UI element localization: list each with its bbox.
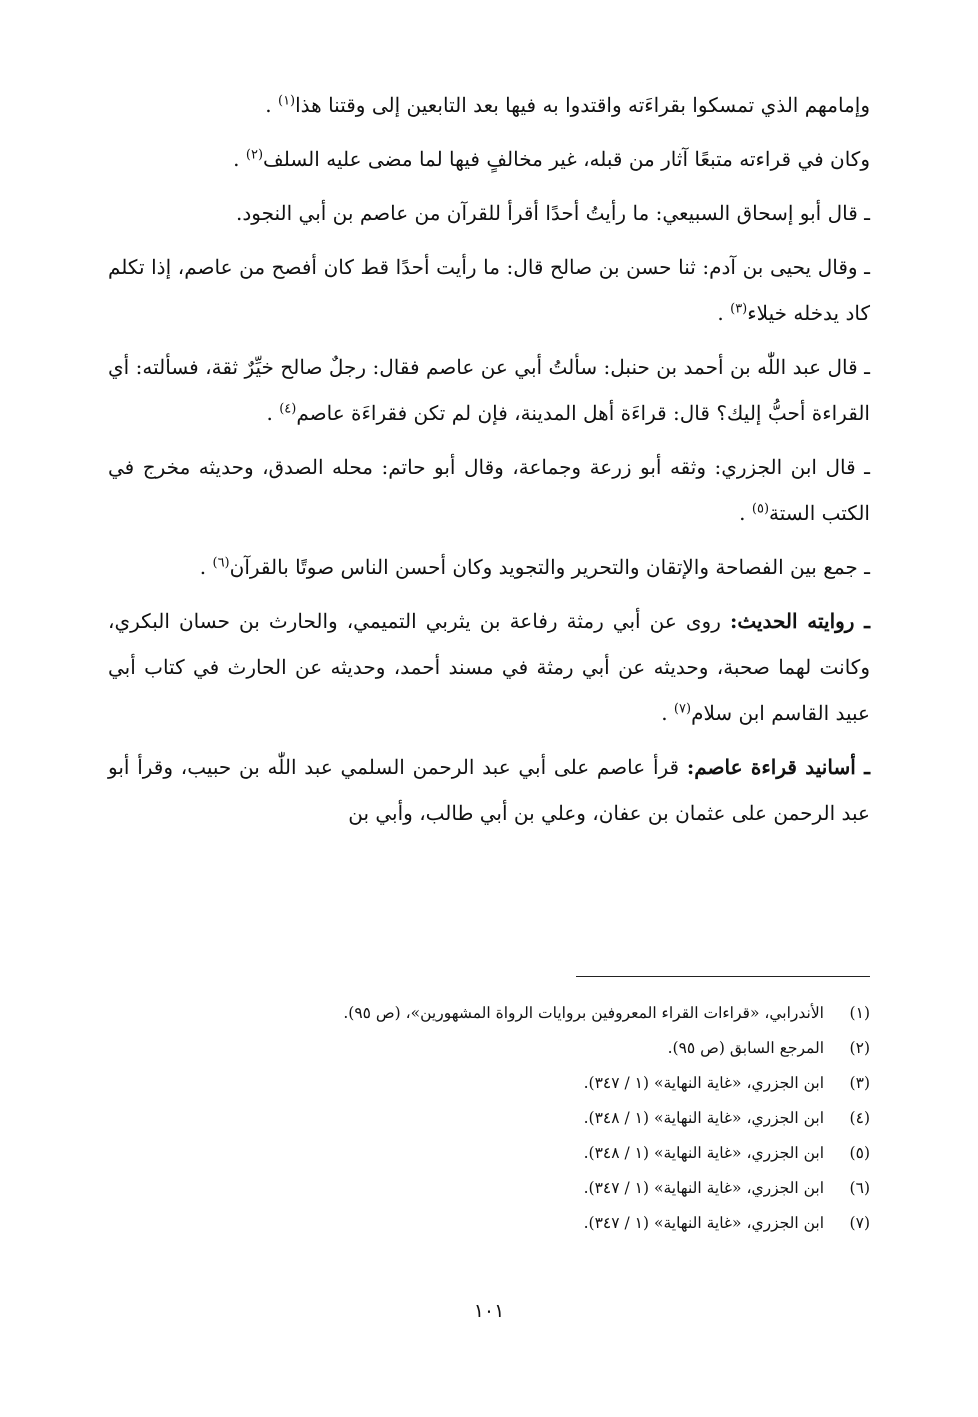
footnote-number: (٣) <box>849 1074 870 1092</box>
footnote-text: الأندرابي، «قراءات القراء المعروفين بروايات الرواة المشهورين»، (ص ٩٥). <box>343 1004 824 1022</box>
footnote-ref: (٣) <box>730 301 748 317</box>
paragraph-text: ـ جمع بين الفصاحة والإتقان والتحرير والتجويد وكان أحسن الناس صوتًا بالقرآن <box>229 555 870 579</box>
paragraph-end: . <box>233 147 246 171</box>
paragraph <box>108 744 870 836</box>
paragraph-text: وإمامهم الذي تمسكوا بقراءَته واقتدوا به فيها بعد التابعين إلى وقتنا هذا <box>295 93 870 117</box>
footnote-item <box>108 1171 870 1206</box>
paragraph-text: ـ قال عبد اللّٰه بن أحمد بن حنبل: سألتُ أبي عن عاصم فقال: رجلٌ صالح خيِّرٌ ثقة، فسألته: أي القراءة أحبُّ إليك؟ قال: قراءَة أهل المدينة، فإن لم تكن فقراءَة عاصم <box>108 355 870 425</box>
paragraph-end: . <box>739 501 752 525</box>
footnote-ref: (٢) <box>245 147 264 163</box>
paragraph <box>108 444 870 536</box>
footnote-item <box>108 1136 870 1171</box>
paragraph <box>108 136 870 182</box>
page-number: ١٠١ <box>473 1300 505 1322</box>
paragraph <box>108 598 870 736</box>
footnote-item <box>108 996 870 1031</box>
main-text <box>108 82 870 844</box>
footnote-number: (١) <box>849 1004 870 1022</box>
footnote-text: ابن الجزري، «غاية النهاية» (١ / ٣٤٧). <box>583 1179 824 1197</box>
paragraph-text: روى عن أبي رمثة رفاعة بن يثربي التميمي، والحارث بن حسان البكري، وكانت لهما صحبة، وحديثه عن أبي رمثة في مسند أحمد، وحديثه عن الحارث في كتاب أبي عبيد القاسم ابن سلام <box>108 609 870 725</box>
footnote-ref: (٦) <box>212 555 230 571</box>
footnote-number: (٦) <box>849 1179 870 1197</box>
footnote-ref: (١) <box>277 93 296 109</box>
footnote-number: (٥) <box>849 1144 870 1162</box>
footnote-ref: (٥) <box>751 501 770 517</box>
paragraph-end: . <box>199 555 213 579</box>
footnote-item <box>108 1206 870 1241</box>
paragraph-text: قرأ عاصم على أبي عبد الرحمن السلمي عبد اللّٰه بن حبيب، وقرأ أبو عبد الرحمن على عثمان بن عفان، وعلي بن أبي طالب، وأبي بن <box>108 755 870 825</box>
footnote-text: ابن الجزري، «غاية النهاية» (١ / ٣٤٧). <box>583 1214 824 1232</box>
footnote-ref: (٧) <box>673 701 692 717</box>
paragraph-text: وكان في قراءته متبعًا آثار من قبله، غير مخالفٍ فيها لما مضى عليه السلف <box>263 147 870 171</box>
footnote-number: (٢) <box>849 1039 870 1057</box>
paragraph-text: ـ وقال يحيى بن آدم: ثنا حسن بن صالح قال: ما رأيت أحدًا قط كان أفصح من عاصم، إذا تكلم كاد يدخله خيلاء <box>108 255 870 325</box>
footnote-text: ابن الجزري، «غاية النهاية» (١ / ٣٤٧). <box>583 1074 824 1092</box>
footnote-text: ابن الجزري، «غاية النهاية» (١ / ٣٤٨). <box>583 1144 824 1162</box>
paragraph <box>108 544 870 590</box>
paragraph-text: ـ قال ابن الجزري: وثقه أبو زرعة وجماعة، وقال أبو حاتم: محله الصدق، وحديثه مخرج في الكتب الستة <box>108 455 870 525</box>
footnote-item <box>108 1066 870 1101</box>
section-label: ـ أسانيد قراءة عاصم: <box>686 755 870 779</box>
footnote-number: (٧) <box>849 1214 870 1232</box>
paragraph <box>108 244 870 336</box>
section-label: ـ روايته الحديث: <box>729 609 870 633</box>
footnote-number: (٤) <box>849 1109 870 1127</box>
footnote-ref: (٤) <box>279 401 297 417</box>
paragraph <box>108 82 870 128</box>
footnote-item <box>108 1101 870 1136</box>
footnote-text: ابن الجزري، «غاية النهاية» (١ / ٣٤٨). <box>583 1109 824 1127</box>
footnotes <box>108 996 870 1241</box>
paragraph <box>108 344 870 436</box>
paragraph <box>108 190 870 236</box>
paragraph-end: . <box>717 301 731 325</box>
paragraph-end: . <box>265 93 278 117</box>
footnote-divider <box>576 976 870 977</box>
paragraph-end: . <box>266 401 280 425</box>
paragraph-end: . <box>661 701 674 725</box>
footnote-text: المرجع السابق (ص ٩٥). <box>667 1039 824 1057</box>
paragraph-text: ـ قال أبو إسحاق السبيعي: ما رأيتُ أحدًا أقرأ للقرآن من عاصم بن أبي النجود. <box>235 201 870 225</box>
footnote-item <box>108 1031 870 1066</box>
